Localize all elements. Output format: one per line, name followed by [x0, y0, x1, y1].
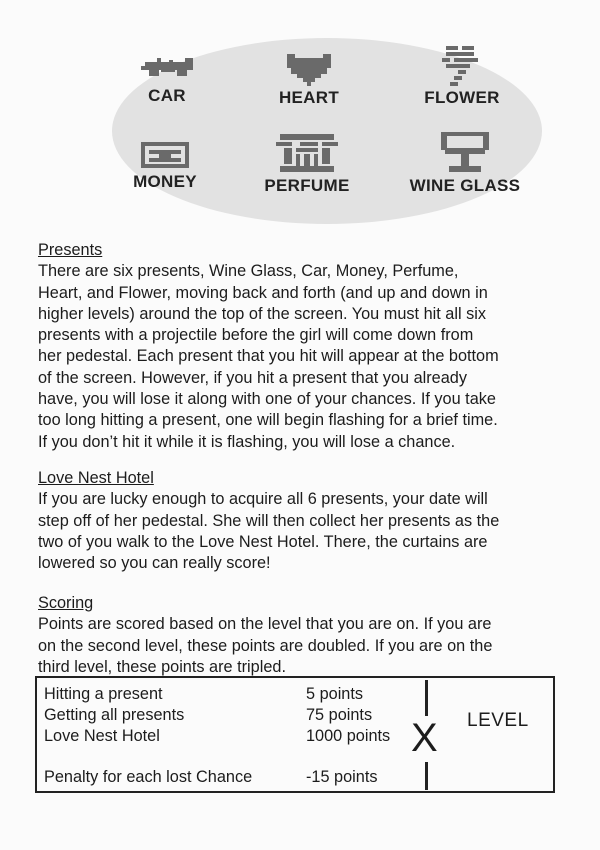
paragraph-line: Heart, and Flower, moving back and forth (and up and down in [38, 283, 488, 302]
present-label: PERFUME [264, 176, 350, 195]
paragraph-line: Points are scored based on the level that you are on. If you are [38, 615, 492, 634]
present-heart [234, 52, 384, 108]
paragraph-line: If you are lucky enough to acquire all 6 presents, your date will [38, 490, 488, 509]
score-table [35, 676, 555, 793]
paragraph-line: on the second level, these points are doubled. If you are on the [38, 636, 493, 655]
multiplier-bar-top [425, 680, 428, 716]
present-label: WINE GLASS [409, 176, 521, 195]
present-money [90, 140, 240, 192]
money-icon [139, 140, 191, 170]
paragraph-line: her pedestal. Each present that you hit will appear at the bottom [38, 347, 499, 366]
paragraph-line: have, you will lose it along with one of your chances. If you take [38, 390, 496, 409]
paragraph-line: third level, these points are tripled. [38, 657, 286, 676]
heart-icon [283, 52, 335, 86]
score-points: 1000 points [306, 727, 391, 745]
paragraph-line: too long hitting a present, one will begin flashing for a brief time. [38, 411, 498, 430]
love-nest-section [38, 468, 568, 574]
paragraph-line: presents with a projectile before the girl will come down from [38, 326, 474, 345]
score-points: -15 points [306, 768, 378, 786]
section-heading: Presents [38, 241, 103, 259]
score-item: Penalty for each lost Chance [44, 768, 253, 786]
paragraph-line: higher levels) around the top of the screen. You must hit all six [38, 304, 486, 323]
section-heading: Scoring [38, 594, 94, 612]
paragraph-line: There are six presents, Wine Glass, Car, Money, Perfume, [38, 262, 459, 281]
score-item: Hitting a present [44, 685, 163, 703]
present-flower [387, 46, 537, 108]
score-item: Getting all presents [44, 706, 185, 724]
car-icon [137, 52, 197, 84]
scoring-section [38, 593, 568, 678]
paragraph-line: lowered so you can really score! [38, 554, 271, 573]
paragraph-line: of the screen. However, if you hit a present that you already [38, 368, 467, 387]
wine-glass-icon [441, 132, 489, 174]
perfume-icon [276, 134, 338, 174]
present-label: HEART [278, 88, 340, 107]
multiplier-bar-bottom [425, 762, 428, 790]
section-heading: Love Nest Hotel [38, 469, 154, 487]
present-perfume [232, 134, 382, 196]
score-points: 75 points [306, 706, 373, 724]
multiplier-sign: X [411, 716, 438, 760]
present-label: MONEY [133, 172, 197, 191]
present-car [92, 52, 242, 106]
flower-icon [442, 46, 482, 86]
present-label: FLOWER [424, 88, 500, 107]
present-label: CAR [148, 86, 186, 105]
score-item: Love Nest Hotel [44, 727, 160, 745]
level-label: LEVEL [467, 710, 529, 731]
paragraph-line: step off of her pedestal. She will then collect her presents as the [38, 511, 500, 530]
paragraph-line: two of you walk to the Love Nest Hotel. There, the curtains are [38, 532, 488, 551]
presents-section [38, 240, 568, 453]
score-points: 5 points [306, 685, 364, 703]
paragraph-line: If you don’t hit it while it is flashing, you will lose a chance. [38, 432, 456, 451]
present-wine-glass [390, 132, 540, 196]
